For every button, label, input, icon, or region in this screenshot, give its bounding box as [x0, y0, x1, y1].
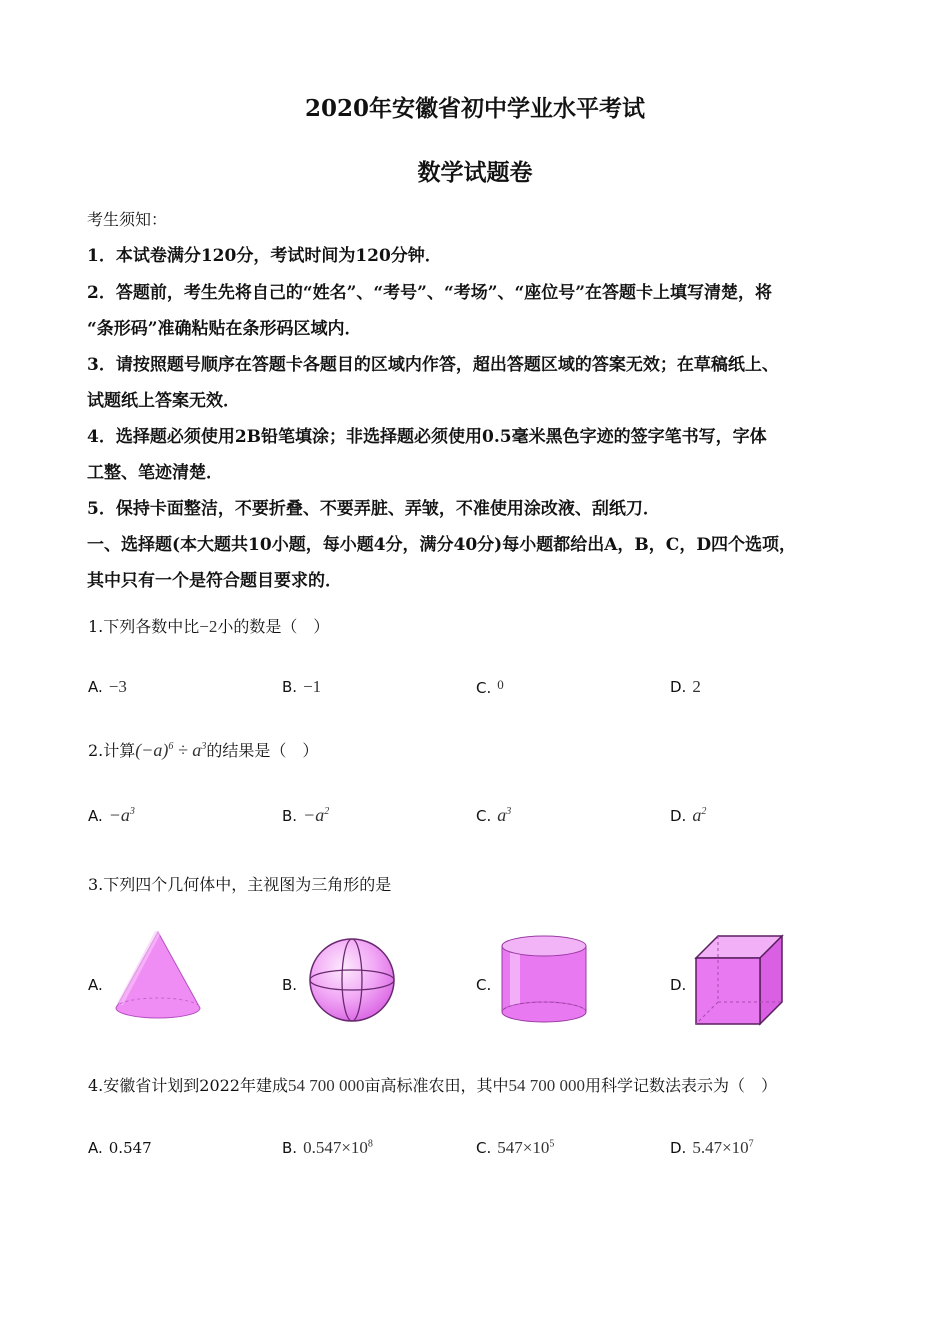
option-d[interactable]: [670, 1138, 754, 1158]
question-text: 4.安徽省计划到2022年建成: [88, 1076, 288, 1095]
option-a[interactable]: [88, 975, 109, 994]
question-text: 小的数是（ ）: [217, 617, 330, 636]
option-letter: D.: [670, 976, 687, 994]
cone-icon: [112, 928, 204, 1022]
option-letter: A.: [88, 1139, 103, 1157]
option-value: 2: [692, 677, 701, 696]
option-value: −1: [303, 677, 322, 696]
option-letter: A.: [88, 678, 103, 696]
notice-item: 4．选择题必须使用2B铅笔填涂；非选择题必须使用0.5毫米黑色字迹的签字笔书写，字体: [87, 427, 767, 447]
option-d[interactable]: [670, 677, 701, 697]
option-letter: C.: [476, 976, 492, 994]
question-4: [88, 1073, 777, 1096]
option-c[interactable]: [476, 1138, 554, 1158]
math-number: 54 700 000: [288, 1076, 365, 1095]
option-value: $0.547\times 10^8$: [303, 1138, 373, 1157]
question-text: 2.计算: [88, 741, 136, 760]
option-letter: A.: [88, 807, 103, 825]
option-value: $547\times 10^5$: [497, 1138, 555, 1157]
option-value: 0.547: [108, 1139, 152, 1157]
option-letter: B.: [282, 678, 298, 696]
option-letter: B.: [282, 976, 298, 994]
option-letter: D.: [670, 1139, 687, 1157]
question-1: [88, 614, 329, 637]
option-a[interactable]: [88, 1138, 152, 1157]
notice-item: 3．请按照题号顺序在答题卡各题目的区域内作答，超出答题区域的答案无效；在草稿纸上、: [87, 355, 779, 375]
option-c[interactable]: [476, 805, 511, 826]
option-value: 0: [497, 677, 504, 692]
option-value: $-a^2$: [303, 805, 330, 825]
cube-icon: [694, 934, 786, 1028]
option-c[interactable]: [476, 975, 497, 994]
option-letter: D.: [670, 678, 687, 696]
option-letter: C.: [476, 679, 492, 697]
question-text: 用科学记数法表示为（ ）: [585, 1076, 778, 1095]
question-text: 1.下列各数中比: [88, 617, 200, 636]
option-letter: A.: [88, 976, 103, 994]
option-letter: B.: [282, 807, 298, 825]
notice-heading: 考生须知：: [87, 210, 168, 229]
option-b[interactable]: [282, 805, 329, 826]
option-value: $5.47\times 10^7$: [692, 1138, 754, 1157]
option-d[interactable]: [670, 975, 692, 994]
option-b[interactable]: [282, 677, 321, 697]
option-letter: C.: [476, 807, 492, 825]
question-3: 3.下列四个几何体中，主视图为三角形的是: [88, 875, 392, 894]
math-expression: −2: [199, 617, 218, 636]
exam-subtitle: 数学试题卷: [417, 159, 533, 186]
option-value: $a^2$: [692, 805, 707, 825]
option-value: $a^3$: [497, 805, 512, 825]
option-value: −3: [108, 677, 127, 696]
exam-title: 2020年安徽省初中学业水平考试: [304, 95, 645, 122]
option-letter: D.: [670, 807, 687, 825]
question-text: 亩高标准农田，其中: [364, 1076, 509, 1095]
option-a[interactable]: [88, 805, 135, 826]
math-number: 54 700 000: [508, 1076, 586, 1095]
option-d[interactable]: [670, 805, 706, 826]
sphere-icon: [306, 936, 398, 1024]
notice-item: 试题纸上答案无效．: [87, 391, 240, 411]
option-c[interactable]: [476, 677, 504, 697]
notice-item: 5．保持卡面整洁，不要折叠、不要弄脏、弄皱，不准使用涂改液、刮纸刀．: [87, 499, 660, 519]
notice-item: 2．答题前，考生先将自己的“姓名”、“考号”、“考场”、“座位号”在答题卡上填写清楚，将: [87, 283, 773, 303]
section-heading: 一、选择题(本大题共10小题，每小题4分，满分40分)每小题都给出A，B，C，D四个选项，: [87, 535, 797, 555]
notice-item: 1．本试卷满分120分，考试时间为120分钟．: [87, 246, 442, 266]
option-letter: C.: [476, 1139, 492, 1157]
notice-item: “条形码”准确粘贴在条形码区域内．: [87, 319, 362, 339]
question-text: 的结果是（ ）: [206, 741, 319, 760]
option-a[interactable]: [88, 677, 127, 697]
option-b[interactable]: [282, 1138, 373, 1158]
math-expression: $(-a)^6 \div a^3$: [135, 740, 207, 760]
option-letter: B.: [282, 1139, 298, 1157]
section-heading-cont: 其中只有一个是符合题目要求的．: [87, 571, 342, 591]
notice-item: 工整、笔迹清楚．: [87, 463, 223, 483]
question-2: [88, 738, 318, 761]
option-b[interactable]: [282, 975, 303, 994]
cylinder-icon: [498, 934, 592, 1026]
option-value: $-a^3$: [108, 805, 135, 825]
